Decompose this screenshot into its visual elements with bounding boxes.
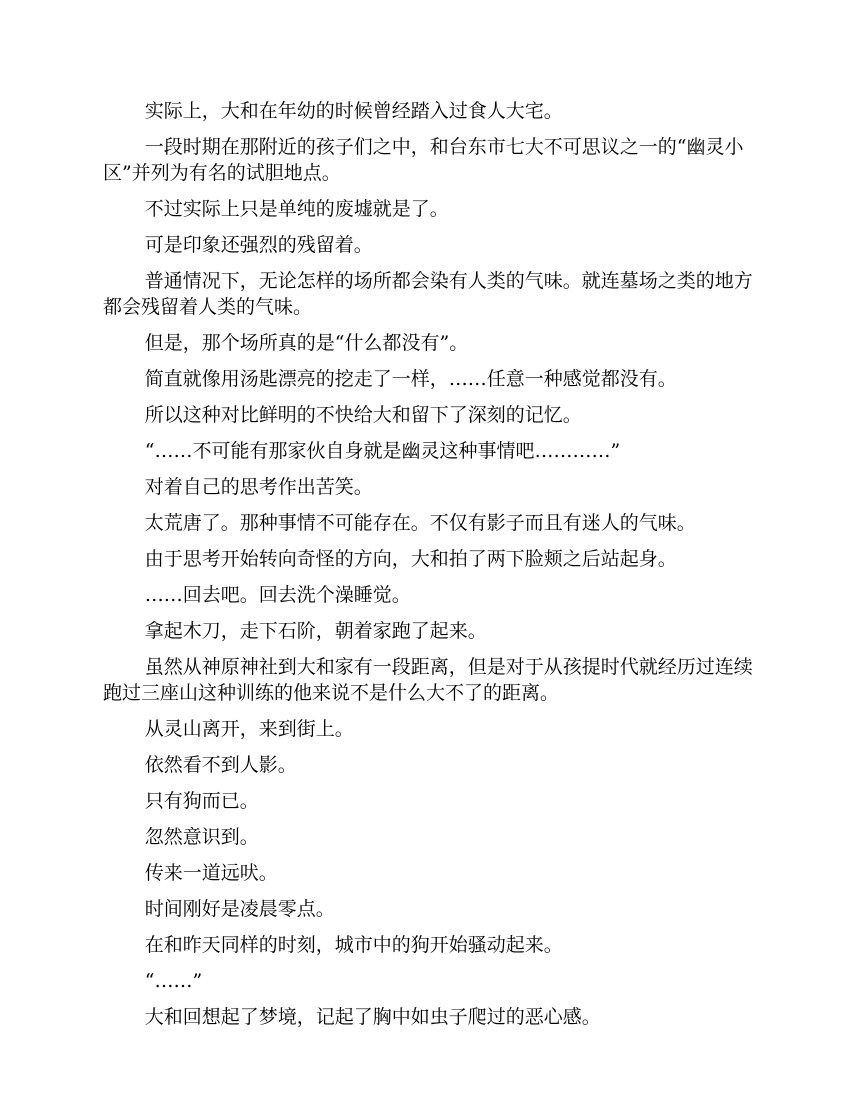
paragraph: 实际上，大和在年幼的时候曾经踏入过食人大宅。 [144,100,563,122]
paragraph: 传来一道远吠。 [144,862,278,884]
paragraph: 在和昨天同样的时刻，城市中的狗开始骚动起来。 [144,934,563,956]
paragraph: 时间刚好是凌晨零点。 [144,898,335,920]
paragraph: 对着自己的思考作出苦笑。 [144,476,373,498]
paragraph: 可是印象还强烈的残留着。 [144,234,373,256]
paragraph: 不过实际上只是单纯的废墟就是了。 [144,198,449,220]
paragraph: 由于思考开始转向奇怪的方向，大和拍了两下脸颊之后站起身。 [144,548,677,570]
paragraph: “……” [144,970,203,992]
paragraph: 只有狗而已。 [144,790,259,812]
paragraph: 忽然意识到。 [144,826,259,848]
paragraph: 但是，那个场所真的是“什么都没有”。 [144,332,469,354]
document-body [103,98,753,1040]
paragraph: 一段时期在那附近的孩子们之中，和台东市七大不可思议之一的“幽灵小区”并列为有名的试胆地点。 [103,136,744,184]
paragraph: 拿起木刀，走下石阶，朝着家跑了起来。 [144,620,487,642]
paragraph: 虽然从神原神社到大和家有一段距离，但是对于从孩提时代就经历过连续跑过三座山这种训练的他来说不是什么大不了的距离。 [103,656,753,704]
paragraph: 简直就像用汤匙漂亮的挖走了一样，……任意一种感觉都没有。 [144,368,677,390]
paragraph: 从灵山离开，来到街上。 [144,718,354,740]
paragraph: 普通情况下，无论怎样的场所都会染有人类的气味。就连墓场之类的地方都会残留着人类的气味。 [103,270,753,318]
paragraph: ……回去吧。回去洗个澡睡觉。 [144,584,411,606]
paragraph: 所以这种对比鲜明的不快给大和留下了深刻的记忆。 [144,404,582,426]
paragraph: 大和回想起了梦境，记起了胸中如虫子爬过的恶心感。 [144,1006,601,1028]
paragraph: 太荒唐了。那种事情不可能存在。不仅有影子而且有迷人的气味。 [144,512,696,534]
paragraph: 依然看不到人影。 [144,754,297,776]
paragraph: “……不可能有那家伙自身就是幽灵这种事情吧…………” [144,440,621,462]
